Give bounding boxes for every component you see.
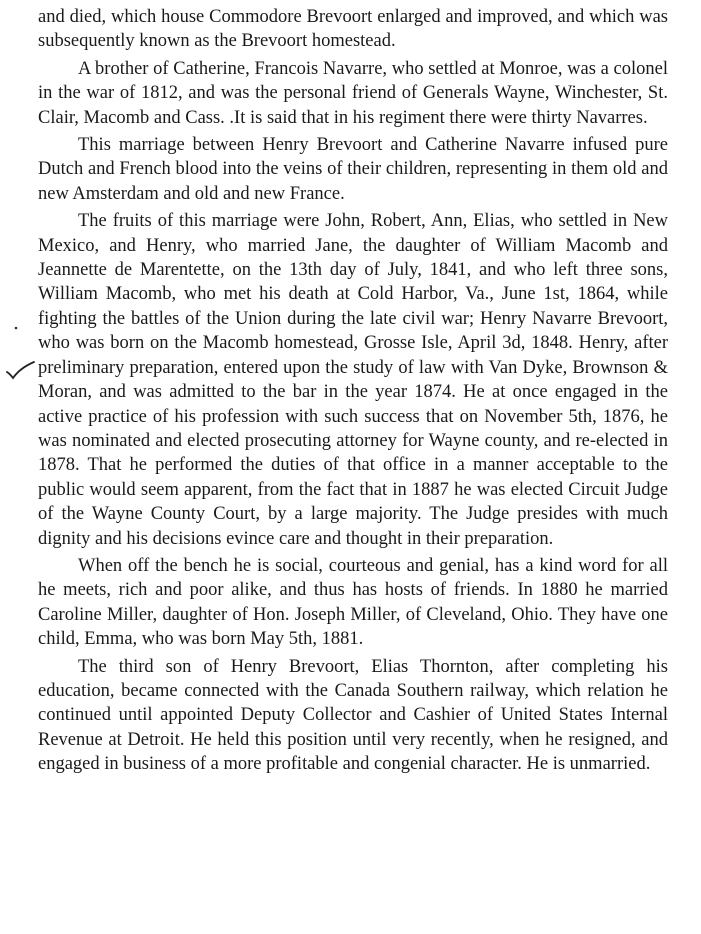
paragraph-5: When off the bench he is social, courteous and genial, has a kind word for all he meets, rich and poor alike, and thus has hosts of friends. In 1880 he married Caroline Miller, daughter of Hon. Joseph Miller, of Cleveland, Ohio. They have one child, Emma, who was born May 5th, 1881. [38,555,668,650]
paragraph-6: The third son of Henry Brevoort, Elias Thornton, after completing his education, became connected with the Canada Southern railway, which relation he continued until appointed Deputy Collector and Cashier of United States Internal Revenue at Detroit. He held this position until very recently, when he resigned, and engaged in business of a more profitable and congenial character. He is unmarried. [38,656,668,775]
paragraph-3: This marriage between Henry Brevoort and Catherine Navarre infused pure Dutch and French blood into the veins of their children, representing in them old and new Amsterdam and old and new France. [38,135,668,204]
checkmark-icon [6,361,36,381]
paragraph-1: and died, which house Commodore Brevoort enlarged and improved, and which was subsequently known as the Brevoort homestead. [38,7,668,52]
paragraph-4: The fruits of this marriage were John, Robert, Ann, Elias, who settled in New Mexico, and Henry, who married Jane, the daughter of William Macomb and Jeannette de Marentette, on the 13th day of July, 1841, and who left three sons, William Macomb, who met his death at Cold Harbor, Va., June 1st, 1864, while fighting the battles of the Union during the late civil war; Henry Navarre Brevoort, who was born on the Macomb homestead, Grosse Isle, April 3d, 1848. Henry, after preliminary preparation, entered upon the study of law with Van Dyke, Brownson & Moran, and was admitted to the bar in the year 1874. He at once engaged in the active practice of his profession with such success that on November 5th, 1876, he was nominated and elected prosecuting attorney for Wayne county, and re-elected in 1878. That he performed the duties of that office in a manner acceptable to the public would seem apparent, from the fact that in 1887 he was elected Circuit Judge of the Wayne County Court, by a large majority. The Judge presides with much dignity and his decisions evince care and thought in their preparation. [38,211,668,549]
ink-dot-icon [14,326,18,330]
paragraph-2: A brother of Catherine, Francois Navarre, who settled at Monroe, was a colonel in the war of 1812, and was the personal friend of Generals Wayne, Winchester, St. Clair, Macomb and Cass. .It is said that in his regiment there were thirty Navarres. [38,58,668,128]
document-page [38,5,668,777]
